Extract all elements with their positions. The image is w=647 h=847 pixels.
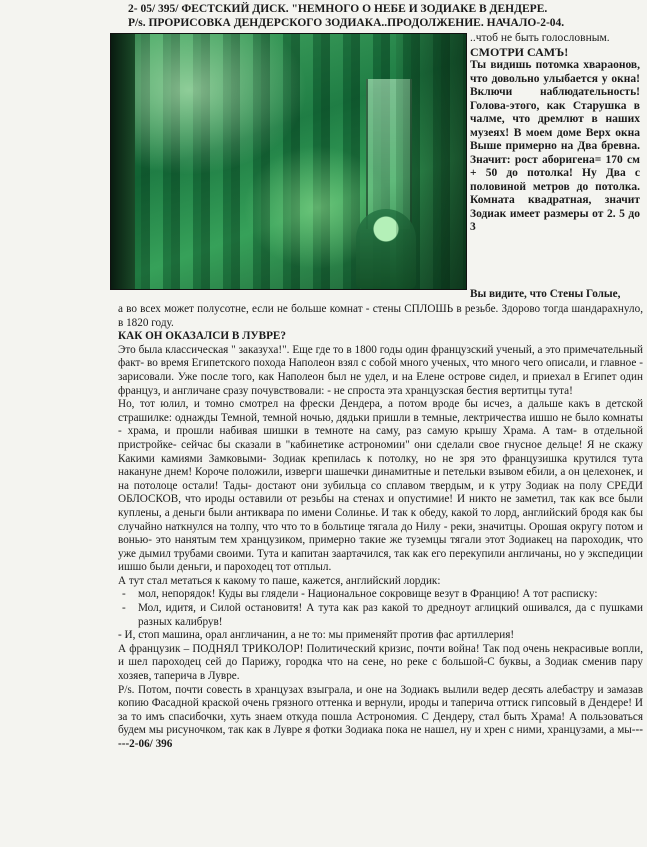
bullet-item: - мол, непорядок! Куды вы глядели - Национальное сокровище везут в Францию! А тот расписку: xyxy=(122,588,598,601)
paragraph-1: а во всех может полусотне, если не больше комнат - стены СПЛОШЬ в резьбе. Здорово тогда шандарахнуло, в 1820 году. xyxy=(118,303,643,329)
body-text xyxy=(118,303,643,752)
paragraph-3: Но, тот юлил, и томно смотрел на фрески Дендера, а потом вроде бы исчез, а дальше какъ в детской страшилке: однажды Темной, темной ночью, дядьки пришли в темные, лектричества ишшо не было комнаты - храма, и прошли набивая шишки в темноте на саму, раз самую крышу Храма. А там- в отдельной пристройке- сейчас бы сказали в "кабинетике астрономии" они сделали свое гнусное дельце! Я не скажу Какими камиями Замковыми- Зодиак крепилась к потолку, но не зря это французишка крутился тута накануне днем! Короче положили, изверги шашечки динамитные и петельки взывом ебили, а он целехонек, и на потолоце остали! Тады- достают они зубильца со сплавом твердым, и к утру Зодиак на полу СРЕДИ ОБЛОСКОВ, что ироды оставили от резьбы на стенах и опустимие! И никто не заметил, так как все были куплены, а деньги были антиквара по имени Солинье. И так к обеду, какой то лорд, английский бродя как бы случайно наткнулся на толпу, что что то в больтице тягала до Нилу - реки, значитцы. Орошая округу потом и вонью- это нанятым тем хранцузиком, примерно такие же туземцы тягали этот Зодиакец на пароходик, что уже дымил трубами своими. Тута и капитан заартачился, так как его перекупили англичаны, но у экспедиции ишшо были деньги, и пароходец тот отплыл. xyxy=(118,398,643,574)
paragraph-7 xyxy=(118,684,643,752)
photo-shadow xyxy=(111,34,135,289)
header-line-2: P/s. ПРОРИСОВКА ДЕНДЕРСКОГО ЗОДИАКА..ПРОДОЛЖЕНИЕ. НАЧАЛО-2-04. xyxy=(128,17,565,29)
bullet-text-2: Мол, идитя, и Силой остановитя! А тута как раз какой то дредноут аглицкий ошивался, да с пушками разных калибрув! xyxy=(138,602,643,628)
photo-right-edge xyxy=(396,34,466,289)
sidebar-text xyxy=(470,32,640,235)
paragraph-6: А французик – ПОДНЯЛ ТРИКОЛОР! Политический кризис, почти война! Так под очень некрасивые вопли, и шел пароходец сей до Парижу, городка что на сене, но реке с большой-С буквы, а Зодиак сменив пару хозяев, таперича в Лувре. xyxy=(118,642,643,683)
bullet-text-1: мол, непорядок! Куды вы глядели - Национальное сокровище везут в Францию! А тот расписку: xyxy=(138,588,598,601)
green-photo xyxy=(110,33,467,290)
bullet-item: - Мол, идитя, и Силой остановитя! А тута как раз какой то дредноут аглицкий ошивался, да с пушками разных калибрув! xyxy=(122,602,643,628)
page-end-marker: -----2-06/ 396 xyxy=(118,724,643,750)
paragraph-5: - И, стоп машина, орал англичанин, а не то: мы применяйт против фас артиллерия! xyxy=(118,629,515,642)
sidebar-paragraph: Ты видишь потомка хвараонов, что довольно улыбается у окна! Включи наблюдательность! Голова-этого, как Старушка в чалме, что дремлют в наших музеях! В моем доме Верх окна Выше примерно на Два бревна. Значит: рост аборигена= 170 см + 50 до потолка! Ну Два с половиной метров до потолка. Комната квадратная, значит Зодиак имеет размеры от 2. 5 до 3 xyxy=(470,59,640,233)
paragraph-4: А тут стал метаться к какому то паше, кажется, английский лордик: xyxy=(118,574,441,587)
section-heading: КАК ОН ОКАЗАЛСИ В ЛУВРЕ? xyxy=(118,330,286,343)
sidebar-title: СМОТРИ САМЪ! xyxy=(470,44,569,59)
sidebar-tail: Вы видите, что Стены Голые, xyxy=(470,288,621,300)
header-line-1: 2- 05/ 395/ ФЕСТСКИЙ ДИСК. "НЕМНОГО О НЕБЕ И ЗОДИАКЕ В ДЕНДЕРЕ. xyxy=(128,3,548,15)
sidebar-intro: ..чтоб не быть голословным. xyxy=(470,32,610,44)
paragraph-2: Это была классическая " заказуха!". Еще где то в 1800 годы один французский ученый, а это примечательный факт- во время Египетского похода Наполеон взял с собой много ученых, что много чего описали, и главное - зарисовали. Уже после того, как Наполеон был не удел, и на Елене острове сидел, и приехал в Египет один француз, и англичане сразу почувствовали: - не спроста эта хранцузская бестия вертитцы тута! xyxy=(118,343,643,397)
paragraph-7-text: P/s. Потом, почти совесть в хранцузах взыграла, и оне на Зодиакъ вылили ведер десять алебастру и замазав копию Фасадной краской очень грязного оттенка и вернули, ироды и таперича оттиск гипсовый в Дендере! И за то имъ спасибочки, хуть знаем откуда пошла Астрономия. С Дендеру, стал быть Храма! А пользоваться будем мы рисуночком, так как в Лувре я фотки Зодиака пока не нашел, ну и хрен с ними, хранцузами, а мы- xyxy=(118,683,643,737)
